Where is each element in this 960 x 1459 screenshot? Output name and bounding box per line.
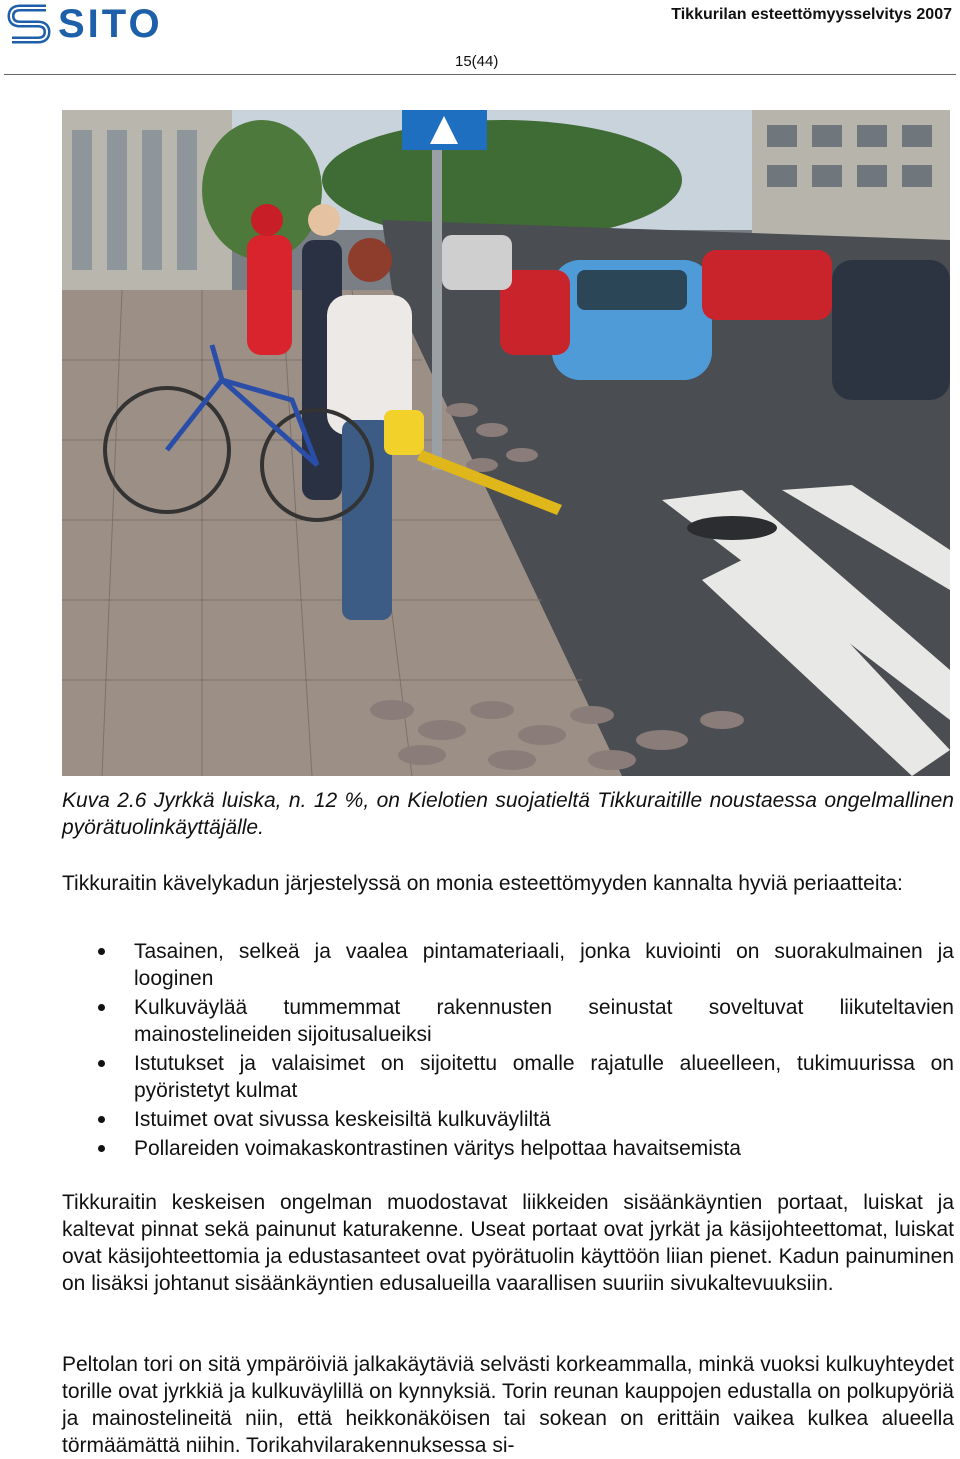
list-item (62, 1106, 954, 1133)
document-title: Tikkurilan esteettömyysselvitys 2007 (671, 6, 952, 23)
list-item (62, 1135, 954, 1162)
page-number: 15(44) (455, 53, 499, 70)
bullet-icon (98, 1060, 105, 1067)
list-item (62, 938, 954, 992)
logo-wordmark: SITO (58, 2, 163, 46)
sito-logo-mark-icon (6, 2, 54, 46)
list-item-text: Pollareiden voimakaskontrastinen väritys helpottaa havaitsemista (134, 1137, 741, 1160)
principles-list (62, 938, 954, 1164)
bullet-icon (98, 1145, 105, 1152)
list-item-text: Istutukset ja valaisimet on sijoitettu omalle rajatulle alueelleen, tukimuurissa on pyöristetyt kulmat (134, 1052, 954, 1102)
bullet-icon (98, 948, 105, 955)
intro-paragraph: Tikkuraitin kävelykadun järjestelyssä on monia esteettömyyden kannalta hyviä periaatteita: (62, 872, 903, 895)
body-paragraph: Tikkuraitin keskeisen ongelman muodostavat liikkeiden sisäänkäyntien portaat, luiskat ja kaltevat pinnat sekä painunut katurakenne. Useat portaat ovat jyrkät ja käsijohteettomat, luiskat ovat käsijohteettomia ja edustasanteet ovat pyörätuolin käyttöön liian pienet. Kadun painuminen on lisäksi johtanut sisäänkäyntien edusalueilla vaarallisen suuriin sivukaltevuuksiin. (62, 1191, 954, 1295)
bullet-icon (98, 1116, 105, 1123)
figure-caption: Kuva 2.6 Jyrkkä luiska, n. 12 %, on Kielotien suojatieltä Tikkuraitille noustaessa ongelmallinen pyörätuolinkäyttäjälle. (62, 789, 954, 839)
bullet-icon (98, 1004, 105, 1011)
list-item-text: Istuimet ovat sivussa keskeisiltä kulkuväyliltä (134, 1108, 551, 1131)
list-item (62, 1050, 954, 1104)
list-item-text: Tasainen, selkeä ja vaalea pintamateriaali, jonka kuviointi on suorakulmainen ja looginen (134, 940, 954, 990)
list-item-text: Kulkuväylää tummemmat rakennusten seinustat soveltuvat liikuteltavien mainostelineiden sijoitusalueiksi (134, 996, 954, 1046)
list-item (62, 994, 954, 1048)
header-divider (4, 74, 956, 75)
street-photo (62, 110, 950, 776)
body-paragraph: Peltolan tori on sitä ympäröiviä jalkakäytäviä selvästi korkeammalla, minkä vuoksi kulkuyhteydet torille ovat jyrkkiä ja kulkuväylillä on kynnyksiä. Torin reunan kauppojen edustalla on polkupyöriä ja mainostelineitä niin, että heikkonäköisen tai sokean on erittäin vaikea kulkea alueella törmäämättä niihin. Torikahvilarakennuksessa si- (62, 1353, 954, 1457)
sito-logo (6, 2, 198, 46)
